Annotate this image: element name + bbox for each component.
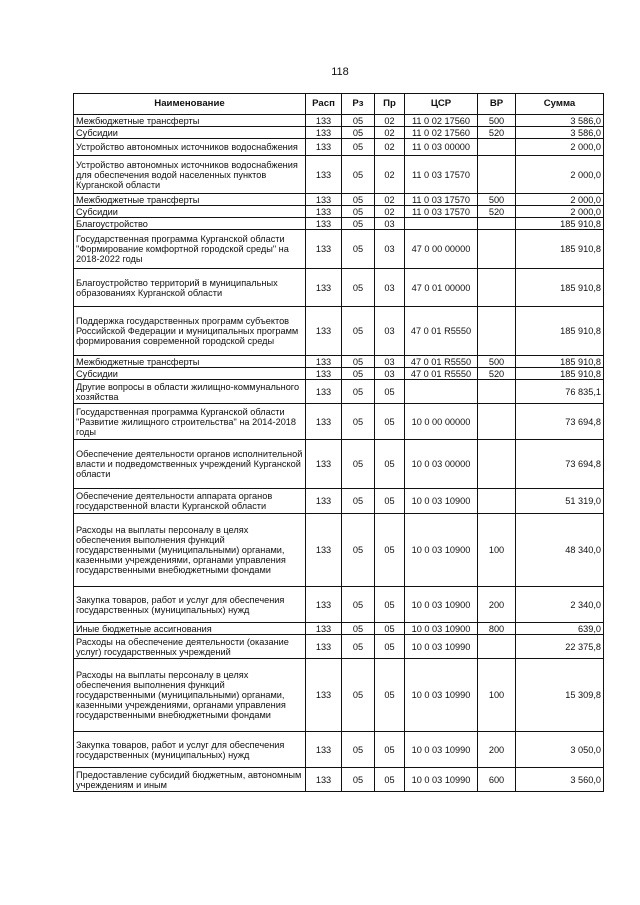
- cell-pr: 05: [375, 623, 405, 635]
- cell-rz: 05: [342, 269, 375, 307]
- cell-rasp: 133: [306, 356, 342, 368]
- cell-sum: 2 000,0: [516, 206, 604, 218]
- cell-name: Субсидии: [74, 127, 306, 139]
- cell-pr: 02: [375, 115, 405, 127]
- cell-rasp: 133: [306, 489, 342, 514]
- cell-name: Межбюджетные трансферты: [74, 194, 306, 206]
- cell-name: Благоустройство территорий в муниципальных образованиях Курганской области: [74, 269, 306, 307]
- header-name: Наименование: [74, 94, 306, 115]
- cell-sum: 3 586,0: [516, 115, 604, 127]
- cell-rasp: 133: [306, 194, 342, 206]
- cell-sum: 185 910,8: [516, 269, 604, 307]
- table-row: [74, 440, 604, 489]
- cell-csr: 47 0 01 R5550: [405, 368, 478, 380]
- cell-csr: 11 0 02 17560: [405, 127, 478, 139]
- cell-name: Предоставление субсидий бюджетным, автономным учреждениям и иным: [74, 768, 306, 792]
- cell-rz: 05: [342, 587, 375, 623]
- cell-csr: 10 0 03 10900: [405, 587, 478, 623]
- cell-vr: [478, 307, 516, 356]
- cell-rasp: 133: [306, 368, 342, 380]
- cell-rasp: 133: [306, 156, 342, 194]
- table-row: [74, 635, 604, 659]
- cell-rz: 05: [342, 404, 375, 440]
- table-row: [74, 156, 604, 194]
- cell-vr: [478, 139, 516, 156]
- table-row: [74, 115, 604, 127]
- cell-sum: 185 910,8: [516, 218, 604, 230]
- header-row: [74, 94, 604, 115]
- table-row: [74, 659, 604, 732]
- cell-vr: 520: [478, 368, 516, 380]
- cell-sum: 73 694,8: [516, 404, 604, 440]
- cell-csr: [405, 380, 478, 404]
- cell-pr: 03: [375, 356, 405, 368]
- cell-pr: 02: [375, 194, 405, 206]
- cell-vr: 520: [478, 127, 516, 139]
- cell-sum: 3 050,0: [516, 732, 604, 768]
- cell-sum: 2 000,0: [516, 156, 604, 194]
- cell-pr: 02: [375, 206, 405, 218]
- cell-rasp: 133: [306, 768, 342, 792]
- cell-name: Устройство автономных источников водоснабжения для обеспечения водой населенных пунктов Курганской области: [74, 156, 306, 194]
- cell-csr: 10 0 03 10990: [405, 732, 478, 768]
- cell-rz: 05: [342, 307, 375, 356]
- cell-vr: 200: [478, 587, 516, 623]
- cell-csr: 10 0 03 10990: [405, 635, 478, 659]
- cell-pr: 05: [375, 635, 405, 659]
- cell-rz: 05: [342, 380, 375, 404]
- cell-pr: 05: [375, 659, 405, 732]
- cell-rz: 05: [342, 139, 375, 156]
- table-row: [74, 218, 604, 230]
- header-sum: Сумма: [516, 94, 604, 115]
- cell-name: Иные бюджетные ассигнования: [74, 623, 306, 635]
- cell-rasp: 133: [306, 127, 342, 139]
- cell-csr: 11 0 03 17570: [405, 206, 478, 218]
- cell-pr: 05: [375, 440, 405, 489]
- cell-csr: 47 0 01 R5550: [405, 307, 478, 356]
- table-row: [74, 194, 604, 206]
- cell-rasp: 133: [306, 623, 342, 635]
- cell-rz: 05: [342, 368, 375, 380]
- cell-rasp: 133: [306, 659, 342, 732]
- cell-pr: 05: [375, 732, 405, 768]
- table-row: [74, 587, 604, 623]
- cell-pr: 03: [375, 269, 405, 307]
- cell-name: Расходы на выплаты персоналу в целях обеспечения выполнения функций государственными (муниципальными) органами, казенными учреждениями, органами управления государственными внебюджетными фондами: [74, 659, 306, 732]
- cell-csr: 11 0 03 00000: [405, 139, 478, 156]
- cell-pr: 03: [375, 368, 405, 380]
- table-row: [74, 230, 604, 269]
- table-row: [74, 307, 604, 356]
- cell-name: Поддержка государственных программ субъектов Российской Федерации и муниципальных программ формирования современной городской среды: [74, 307, 306, 356]
- budget-table: [73, 93, 604, 792]
- table-row: [74, 368, 604, 380]
- cell-vr: 100: [478, 659, 516, 732]
- cell-rasp: 133: [306, 380, 342, 404]
- cell-sum: 2 000,0: [516, 194, 604, 206]
- cell-rz: 05: [342, 356, 375, 368]
- header-rasp: Расп: [306, 94, 342, 115]
- table-row: [74, 356, 604, 368]
- table-row: [74, 127, 604, 139]
- cell-rz: 05: [342, 218, 375, 230]
- table-row: [74, 768, 604, 792]
- cell-csr: 10 0 03 10900: [405, 489, 478, 514]
- table-body: [74, 115, 604, 792]
- cell-sum: 2 000,0: [516, 139, 604, 156]
- cell-name: Межбюджетные трансферты: [74, 115, 306, 127]
- cell-pr: 03: [375, 230, 405, 269]
- cell-rasp: 133: [306, 139, 342, 156]
- cell-name: Государственная программа Курганской области "Формирование комфортной городской среды" на 2018-2022 годы: [74, 230, 306, 269]
- cell-sum: 51 319,0: [516, 489, 604, 514]
- cell-name: Государственная программа Курганской области "Развитие жилищного строительства" на 2014-2018 годы: [74, 404, 306, 440]
- cell-csr: 47 0 01 00000: [405, 269, 478, 307]
- cell-pr: 03: [375, 218, 405, 230]
- table-row: [74, 732, 604, 768]
- cell-rz: 05: [342, 230, 375, 269]
- cell-csr: 10 0 00 00000: [405, 404, 478, 440]
- cell-rasp: 133: [306, 404, 342, 440]
- cell-rz: 05: [342, 768, 375, 792]
- cell-sum: 185 910,8: [516, 356, 604, 368]
- cell-pr: 05: [375, 587, 405, 623]
- table-row: [74, 380, 604, 404]
- cell-sum: 76 835,1: [516, 380, 604, 404]
- cell-csr: 10 0 03 10990: [405, 768, 478, 792]
- cell-pr: 02: [375, 156, 405, 194]
- cell-vr: [478, 156, 516, 194]
- cell-rz: 05: [342, 659, 375, 732]
- cell-rasp: 133: [306, 206, 342, 218]
- cell-pr: 05: [375, 404, 405, 440]
- cell-vr: 100: [478, 514, 516, 587]
- cell-rasp: 133: [306, 587, 342, 623]
- cell-name: Благоустройство: [74, 218, 306, 230]
- cell-vr: [478, 269, 516, 307]
- table-header: [74, 94, 604, 115]
- cell-rasp: 133: [306, 635, 342, 659]
- cell-rasp: 133: [306, 218, 342, 230]
- cell-rz: 05: [342, 635, 375, 659]
- cell-rasp: 133: [306, 732, 342, 768]
- cell-sum: 3 560,0: [516, 768, 604, 792]
- header-csr: ЦСР: [405, 94, 478, 115]
- cell-pr: 05: [375, 489, 405, 514]
- cell-sum: 185 910,8: [516, 307, 604, 356]
- cell-vr: 500: [478, 115, 516, 127]
- cell-vr: 600: [478, 768, 516, 792]
- cell-name: Субсидии: [74, 206, 306, 218]
- cell-csr: 10 0 03 00000: [405, 440, 478, 489]
- table-row: [74, 404, 604, 440]
- cell-csr: 11 0 03 17570: [405, 156, 478, 194]
- cell-rz: 05: [342, 115, 375, 127]
- cell-sum: 2 340,0: [516, 587, 604, 623]
- cell-vr: 500: [478, 356, 516, 368]
- cell-pr: 05: [375, 768, 405, 792]
- cell-sum: 185 910,8: [516, 368, 604, 380]
- cell-rasp: 133: [306, 440, 342, 489]
- table-row: [74, 139, 604, 156]
- table-row: [74, 269, 604, 307]
- header-rz: Рз: [342, 94, 375, 115]
- cell-csr: [405, 218, 478, 230]
- cell-vr: [478, 218, 516, 230]
- cell-csr: 10 0 03 10900: [405, 623, 478, 635]
- cell-name: Межбюджетные трансферты: [74, 356, 306, 368]
- cell-rz: 05: [342, 440, 375, 489]
- header-pr: Пр: [375, 94, 405, 115]
- cell-vr: [478, 440, 516, 489]
- cell-sum: 48 340,0: [516, 514, 604, 587]
- cell-csr: 11 0 02 17560: [405, 115, 478, 127]
- cell-name: Расходы на обеспечение деятельности (оказание услуг) государственных учреждений: [74, 635, 306, 659]
- cell-rasp: 133: [306, 514, 342, 587]
- cell-sum: 22 375,8: [516, 635, 604, 659]
- cell-rasp: 133: [306, 115, 342, 127]
- page-number: 118: [331, 66, 349, 78]
- cell-csr: 10 0 03 10900: [405, 514, 478, 587]
- cell-rasp: 133: [306, 307, 342, 356]
- cell-csr: 47 0 00 00000: [405, 230, 478, 269]
- table-row: [74, 514, 604, 587]
- cell-vr: [478, 404, 516, 440]
- cell-pr: 03: [375, 307, 405, 356]
- cell-vr: 500: [478, 194, 516, 206]
- cell-csr: 47 0 01 R5550: [405, 356, 478, 368]
- cell-rz: 05: [342, 514, 375, 587]
- table-row: [74, 489, 604, 514]
- cell-sum: 15 309,8: [516, 659, 604, 732]
- cell-rz: 05: [342, 623, 375, 635]
- cell-name: Закупка товаров, работ и услуг для обеспечения государственных (муниципальных) нужд: [74, 732, 306, 768]
- cell-pr: 05: [375, 514, 405, 587]
- cell-rasp: 133: [306, 230, 342, 269]
- cell-vr: [478, 230, 516, 269]
- cell-sum: 185 910,8: [516, 230, 604, 269]
- cell-sum: 639,0: [516, 623, 604, 635]
- cell-name: Другие вопросы в области жилищно-коммунального хозяйства: [74, 380, 306, 404]
- cell-name: Обеспечение деятельности аппарата органов государственной власти Курганской области: [74, 489, 306, 514]
- cell-pr: 02: [375, 127, 405, 139]
- table-row: [74, 206, 604, 218]
- cell-pr: 05: [375, 380, 405, 404]
- cell-rz: 05: [342, 156, 375, 194]
- cell-rz: 05: [342, 489, 375, 514]
- cell-vr: [478, 380, 516, 404]
- cell-rz: 05: [342, 206, 375, 218]
- cell-vr: 800: [478, 623, 516, 635]
- cell-name: Обеспечение деятельности органов исполнительной власти и подведомственных учреждений Курганской области: [74, 440, 306, 489]
- cell-rasp: 133: [306, 269, 342, 307]
- cell-sum: 73 694,8: [516, 440, 604, 489]
- cell-sum: 3 586,0: [516, 127, 604, 139]
- cell-pr: 02: [375, 139, 405, 156]
- header-vr: ВР: [478, 94, 516, 115]
- cell-csr: 11 0 03 17570: [405, 194, 478, 206]
- cell-rz: 05: [342, 127, 375, 139]
- cell-name: Устройство автономных источников водоснабжения: [74, 139, 306, 156]
- cell-name: Расходы на выплаты персоналу в целях обеспечения выполнения функций государственными (муниципальными) органами, казенными учреждениями, органами управления государственными внебюджетными фондами: [74, 514, 306, 587]
- cell-vr: [478, 489, 516, 514]
- cell-name: Субсидии: [74, 368, 306, 380]
- cell-name: Закупка товаров, работ и услуг для обеспечения государственных (муниципальных) нужд: [74, 587, 306, 623]
- cell-rz: 05: [342, 194, 375, 206]
- cell-vr: 520: [478, 206, 516, 218]
- cell-rz: 05: [342, 732, 375, 768]
- table-row: [74, 623, 604, 635]
- cell-vr: [478, 635, 516, 659]
- cell-csr: 10 0 03 10990: [405, 659, 478, 732]
- cell-vr: 200: [478, 732, 516, 768]
